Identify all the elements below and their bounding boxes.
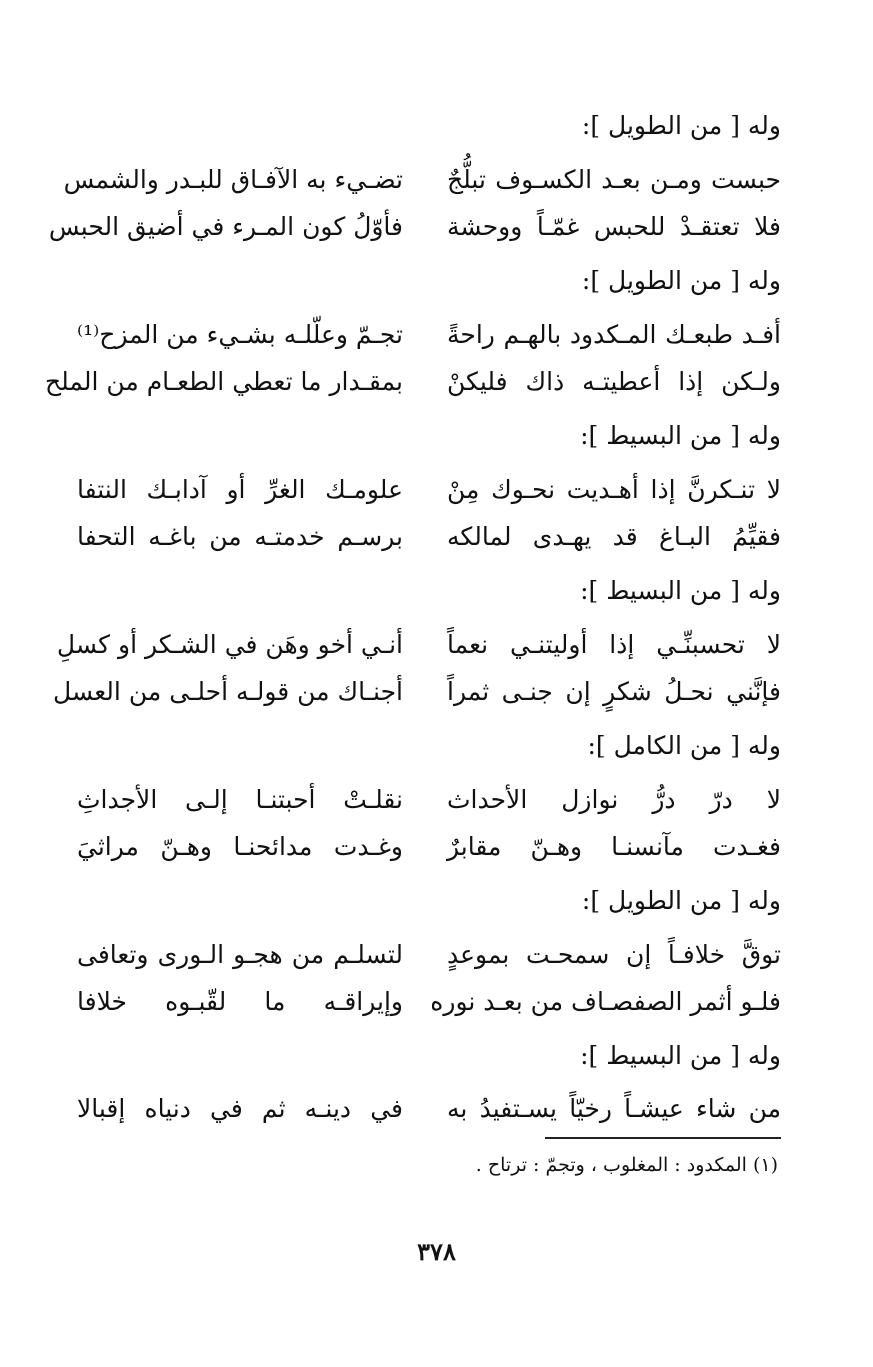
footnote: (١) المكدود : المغلوب ، وتجمّ : ترتاح . [475, 1154, 778, 1176]
poem-heading: وله [ من الطويل ]: [581, 111, 781, 140]
poem-heading: وله [ من البسيط ]: [580, 1041, 781, 1070]
verse-second-hemistich: برسـم خدمتـه من باغـه التحفا [77, 522, 403, 551]
verse-second-hemistich: نقلـتْ أحبتنـا إلـى الأجداثِ [77, 785, 403, 814]
verse-second-hemistich: وغـدت مدائحنـا وهـنّ مراثيَ [77, 832, 403, 861]
verse-second-hemistich: في دينـه ثم في دنياه إقبالا [77, 1094, 403, 1123]
verse-first-hemistich: فغـدت مآنسنـا وهـنّ مقابرٌ [447, 832, 781, 861]
poem-heading: وله [ من البسيط ]: [580, 576, 781, 605]
verse-first-hemistich: فلا تعتقـدْ للحبس غمّـاً ووحشة [447, 212, 781, 241]
footnote-divider [545, 1137, 781, 1139]
poem-heading: وله [ من الكامل ]: [587, 731, 781, 760]
verse-first-hemistich: لا تنـكرنَّ إذا أهـديت نحـوك مِنْ [447, 475, 781, 504]
verse-second-hemistich: تضـيء به الآفـاق للبـدر والشمس [63, 165, 403, 194]
verse-second-hemistich: تجـمّ وعلّلـه بشـيء من المزح⁽¹⁾ [77, 320, 403, 349]
verse-first-hemistich: توقَّ خلافـاً إن سمحـت بموعدٍ [447, 940, 781, 969]
page-number: ٣٧٨ [417, 1237, 456, 1266]
verse-first-hemistich: حبست ومـن بعـد الكسـوف تبلُّجٌ [447, 165, 781, 194]
verse-first-hemistich: أفـد طبعـك المـكدود بالهـم راحةً [447, 320, 781, 349]
verse-first-hemistich: لا درّ درُّ نوازل الأحداث [447, 785, 781, 814]
verse-first-hemistich: من شاء عيشـاً رخيّاً يسـتفيدُ به [447, 1094, 781, 1123]
verse-first-hemistich: ولـكن إذا أعطيتـه ذاك فليكنْ [447, 367, 781, 396]
verse-first-hemistich: فلـو أثمر الصفصـاف من بعـد نوره [430, 987, 781, 1016]
poem-heading: وله [ من الطويل ]: [581, 886, 781, 915]
verse-second-hemistich: أجنـاك من قولـه أحلـى من العسل [53, 677, 403, 706]
verse-second-hemistich: بمقـدار ما تعطي الطعـام من الملح [44, 367, 403, 396]
poem-heading: وله [ من البسيط ]: [580, 421, 781, 450]
verse-second-hemistich: لتسلـم من هجـو الـورى وتعافى [77, 940, 403, 969]
verse-second-hemistich: فأوّلُ كون المـرء في أضيق الحبس [48, 212, 403, 241]
verse-first-hemistich: فقيِّمُ البـاغ قد يهـدى لمالكه [447, 522, 781, 551]
verse-second-hemistich: وإيراقـه ما لقّبـوه خلافا [77, 987, 403, 1016]
verse-second-hemistich: أنـي أخو وهَن في الشـكر أو كسلِ [56, 630, 403, 659]
poem-heading: وله [ من الطويل ]: [581, 266, 781, 295]
verse-first-hemistich: لا تحسبنِّـي إذا أوليتنـي نعماً [447, 630, 781, 659]
verse-second-hemistich: علومـك الغرِّ أو آدابـك النتفا [77, 475, 403, 504]
verse-first-hemistich: فإنَّني نحـلُ شكرٍ إن جنـى ثمراً [447, 677, 781, 706]
